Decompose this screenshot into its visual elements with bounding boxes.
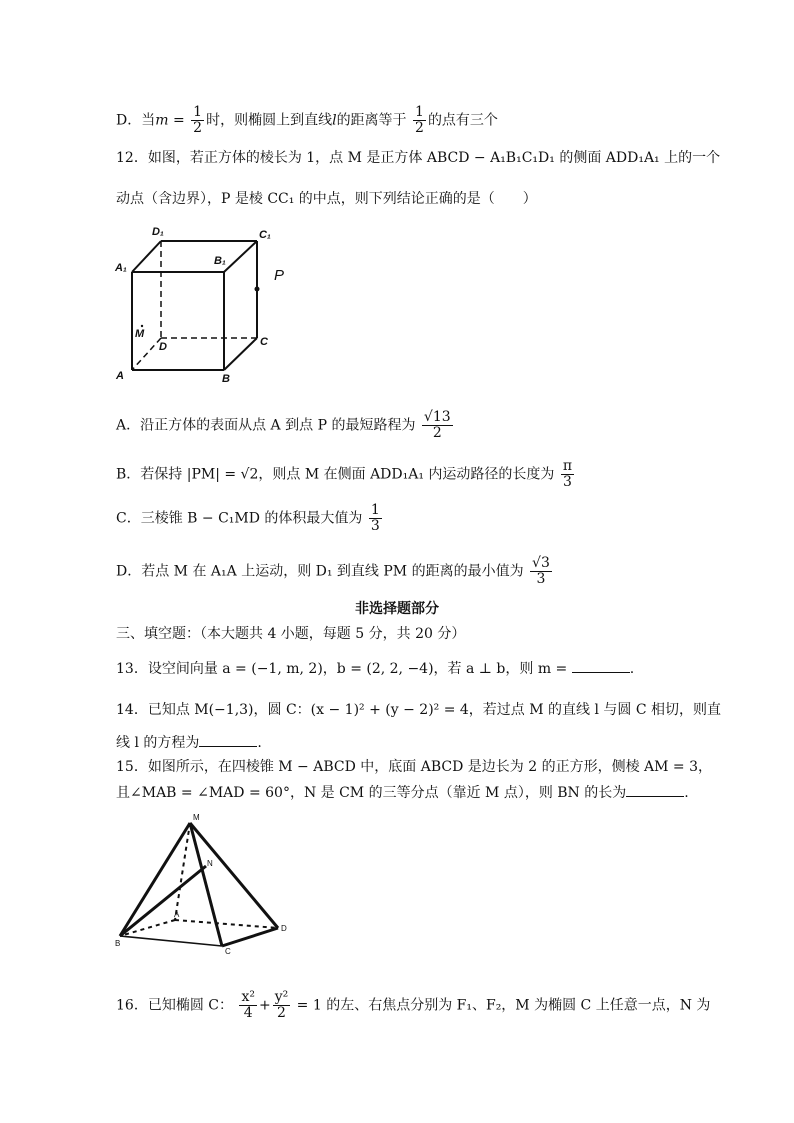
var-l: l: [332, 112, 337, 129]
label-b: B: [222, 373, 230, 385]
label-c: C: [260, 336, 268, 348]
fraction-a: $\frac{√13}{2}$: [423, 409, 451, 441]
label-b1: B₁: [214, 255, 226, 267]
q15-line2: 且∠MAB = ∠MAD = 60°，N 是 CM 的三等分点（靠近 M 点），则 BN 的长为 .: [116, 782, 689, 803]
fraction-one-half: $\frac{1}{2}$: [193, 104, 203, 136]
option-text-2: 的距离等于: [336, 112, 407, 129]
label-d: D: [281, 924, 287, 933]
fraction-c: $\frac{1}{3}$: [370, 502, 380, 534]
fraction-y2-2: $\frac{\text{y²}}{2}$: [274, 989, 289, 1021]
q14-line2: 线 l 的方程为 .: [116, 732, 262, 753]
fraction-one-half-2: $\frac{1}{2}$: [415, 104, 424, 136]
cube-figure: [112, 222, 302, 387]
q12-option-c: C．三棱锥 B − C₁MD 的体积最大值为 $\frac{1}{3}$: [116, 502, 380, 534]
option-text: 时，则椭圆上到直线: [206, 112, 333, 129]
label-a1: A₁: [115, 262, 127, 274]
answer-blank[interactable]: [199, 732, 257, 747]
label-b: B: [115, 939, 121, 948]
fraction-x2-4: $\frac{\text{x²}}{4}$: [241, 989, 255, 1021]
label-c1: C₁: [259, 229, 271, 241]
label-m: M: [135, 328, 145, 340]
label-n: N: [207, 859, 213, 868]
label-c: C: [225, 947, 231, 956]
fraction-d: $\frac{√3}{3}$: [532, 555, 550, 587]
label-a: A: [116, 370, 124, 382]
option-text-end: 的点有三个: [427, 112, 498, 129]
label-p: P: [274, 267, 285, 284]
section3-heading: 三、填空题：（本大题共 4 小题，每题 5 分，共 20 分）: [116, 626, 466, 642]
q16-line1: 16．已知椭圆 C： $\frac{\text{x²}}{4}$ + $\frac{\text{y²}}{2}$ = 1 的左、右焦点分别为 F₁、F₂，M 为椭圆 C 上任意一点，N 为: [116, 989, 711, 1021]
var-m: m: [155, 112, 169, 129]
answer-blank[interactable]: [626, 782, 684, 797]
q14-line1: 14．已知点 M(−1,3)，圆 C：(x − 1)² + (y − 2)² = 4，若过点 M 的直线 l 与圆 C 相切，则直: [116, 702, 722, 718]
q13: 13．设空间向量 a = (−1, m, 2)，b = (2, 2, −4)，若 a ⊥ b，则 m = .: [116, 658, 634, 679]
label-d: D: [159, 341, 167, 353]
q12-option-d: D．若点 M 在 A₁A 上运动，则 D₁ 到直线 PM 的距离的最小值为 $\frac{√3}{3}$: [116, 555, 550, 587]
q12-option-a: A．沿正方体的表面从点 A 到点 P 的最短路程为 $\frac{√13}{2}$: [116, 409, 451, 441]
q12-line2: 动点（含边界），P 是棱 CC₁ 的中点，则下列结论正确的是（ ）: [116, 191, 537, 207]
label-a: A: [174, 910, 180, 919]
q12-option-b: B．若保持 |PM| = √2，则点 M 在侧面 ADD₁A₁ 内运动路径的长度为 $\frac{\pi}{3}$: [116, 458, 573, 490]
q12-line1: 12．如图，若正方体的棱长为 1，点 M 是正方体 ABCD − A₁B₁C₁D₁ 的侧面 ADD₁A₁ 上的一个: [116, 150, 721, 166]
section-title: 非选择题部分: [355, 601, 439, 617]
fraction-b: $\frac{\pi}{3}$: [562, 458, 573, 490]
q11-option-d: [116, 105, 498, 136]
label-d1: D₁: [152, 226, 164, 238]
pyramid-figure: [110, 808, 300, 963]
option-label: D．当: [116, 112, 156, 129]
label-m: M: [193, 813, 200, 822]
answer-blank[interactable]: [572, 658, 630, 673]
q15-line1: 15．如图所示，在四棱锥 M − ABCD 中，底面 ABCD 是边长为 2 的正方形，侧棱 AM = 3，: [116, 759, 713, 775]
equals: =: [172, 112, 185, 129]
